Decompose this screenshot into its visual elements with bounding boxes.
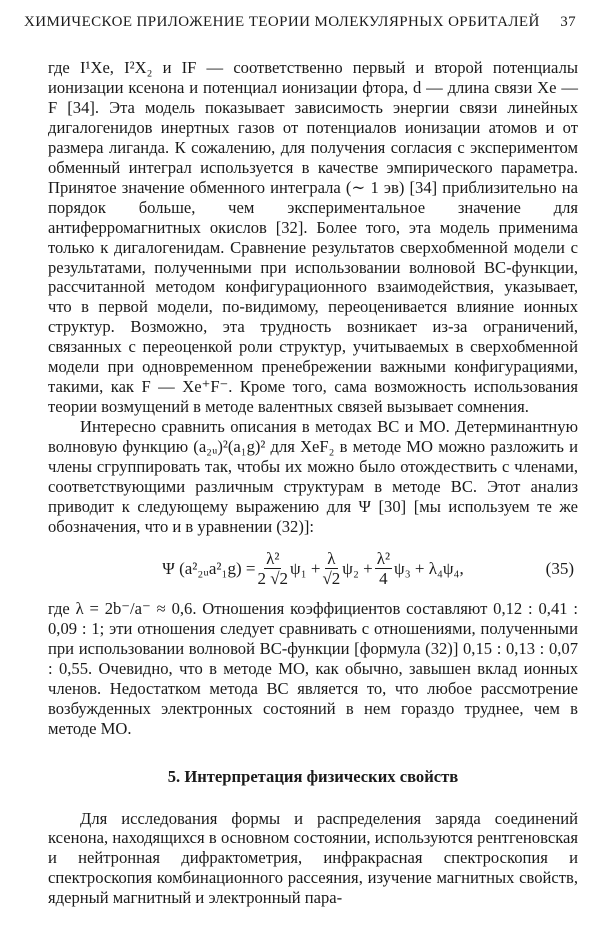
page-number: 37 xyxy=(560,14,576,30)
fraction-2-denominator: √2 xyxy=(322,569,341,589)
fraction-3-denominator: 4 xyxy=(379,569,388,589)
fraction-2 xyxy=(322,549,340,588)
term-2-function: ψ₂ + xyxy=(342,558,373,578)
fraction-1-denominator: 2 √2 xyxy=(257,569,289,589)
term-3-function: ψ₃ + λ₄ψ₄, xyxy=(394,558,464,578)
page-header xyxy=(24,14,576,40)
fraction-2-numerator: λ xyxy=(327,549,336,569)
body-text xyxy=(48,58,578,908)
fraction-3-numerator: λ² xyxy=(376,549,391,569)
section-heading: 5. Интерпретация физических свойств xyxy=(167,766,459,786)
fraction-3 xyxy=(375,549,392,588)
equation-lhs: Ψ (a²₂ᵤa²₁g) = xyxy=(162,558,256,578)
paragraph-physical-properties: Для исследования формы и распределения заряда соединений ксенона, находящихся в основном состоянии, используются рентгеновская и нейтронная дифрактометрия, инфракрасная спектроскопия и спектроскопия комбинационного рассеяния, изучение магнитных свойств, ядерный магнитный и электронный пара- xyxy=(48,808,578,908)
fraction-1 xyxy=(257,549,288,588)
running-title: ХИМИЧЕСКОЕ ПРИЛОЖЕНИЕ ТЕОРИИ МОЛЕКУЛЯРНЫХ ОРБИТАЛЕЙ xyxy=(24,14,540,30)
paragraph-coefficients: где λ = 2b⁻/a⁻ ≈ 0,6. Отношения коэффициентов составляют 0,12 : 0,41 : 0,09 : 1; эти отношения следует сравнивать с отношениями, полученными при использовании волновой ВС-функции [формула (32)] 0,15 : 0,13 : 0,07 : 0,55. Очевидно, что в методе МО, как обычно, завышен вклад ионных членов. Недостатком метода ВС является то, что любое рассмотрение возбужденных электронных состояний в нем гораздо труднее, чем в методе МО. xyxy=(48,598,578,738)
paragraph-superexchange: где I¹Xe, I²X₂ и IF — соответственно первый и второй потенциалы ионизации ксенона и потенциал ионизации фтора, d — длина связи Xe — F [34]. Эта модель показывает зависимость энергии связи линейных дигалогенидов инертных газов от потенциалов ионизации атомов и от размера лиганда. К сожалению, для получения согласия с экспериментом обменный интеграл используется в качестве эмпирического параметра. Принятое значение обменного интеграла (∼ 1 эв) [34] приблизительно на порядок больше, чем экспериментальное значение для антиферромагнитных окислов [32]. Более того, эта модель применима только к дигалогенидам. Сравнение результатов сверхобменной модели с результатами, полученными при использовании волновой ВС-функции, рассчитанной методом конфигурационного взаимодействия, указывает, что в первой модели, по-видимому, переоценивается влияние ионных структур. Возможно, эта трудность возникает из-за ограничений, связанных с переоценкой роли структур, учитываемых в сверхобменной модели при одновременном пренебрежении важными конфигурациями, такими, как F — Xe⁺F⁻. Кроме того, сама возможность использования теории возмущений в методе валентных связей вызывает сомнения. xyxy=(48,58,578,417)
paragraph-vb-mo-comparison: Интересно сравнить описания в методах ВС и МО. Детерминантную волновую функцию (a₂ᵤ)²(a₁g)² для XeF₂ в методе МО можно разложить и члены сгруппировать так, чтобы их можно было отождествить с членами, соответствующими различным структурам в методе ВС. Этот анализ приводит к следующему выражению для Ψ [30] [мы используем те же обозначения, что и в уравнении (32)]: xyxy=(48,417,578,536)
equation-35 xyxy=(48,539,578,599)
fraction-1-numerator: λ² xyxy=(266,549,280,569)
term-1-function: ψ₁ + xyxy=(290,558,321,578)
equation-number: (35) xyxy=(545,558,574,578)
